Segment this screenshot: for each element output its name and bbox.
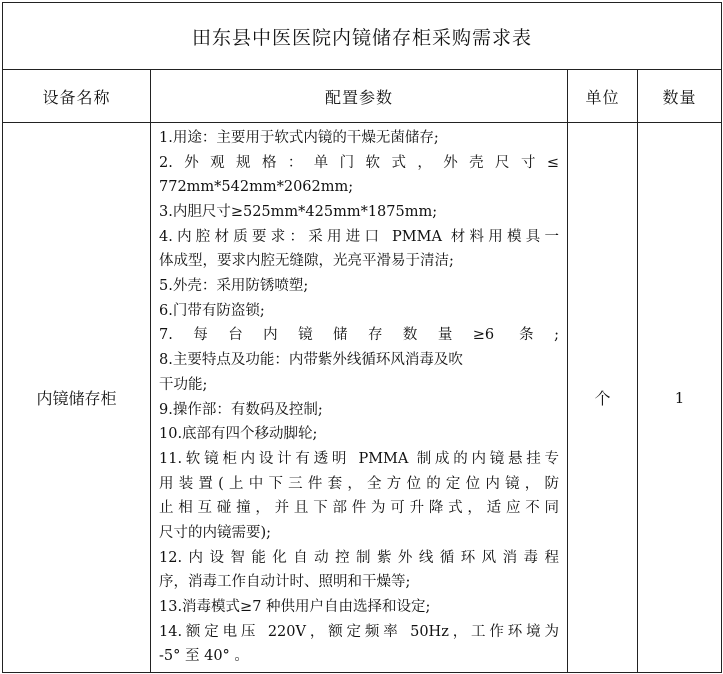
- param-line: 8.主要特点及功能：内带紫外线循环风消毒及吹: [159, 352, 463, 369]
- config-params-cell: [151, 123, 568, 673]
- param-line: 1.用途：主要用于软式内镜的干燥无菌储存;: [159, 129, 439, 146]
- param-line: 11.软镜柜内设计有透明 PMMA 制成的内镜悬挂专: [159, 450, 559, 467]
- param-line: 干功能;: [159, 376, 208, 393]
- param-line: 3.内胆尺寸≥525mm*425mm*1875mm;: [159, 204, 438, 220]
- header-config-params: 配置参数: [151, 70, 568, 123]
- device-name-cell: 内镜储存柜: [3, 123, 151, 673]
- param-line: 10.底部有四个移动脚轮;: [159, 426, 318, 443]
- param-line: 尺寸的内镜需要);: [159, 524, 272, 541]
- param-line: 2.外观规格：单门软式，外壳尺寸≤: [159, 154, 559, 171]
- table-row: [3, 123, 722, 673]
- unit-cell: 个: [568, 123, 638, 673]
- table-title: 田东县中医医院内镜储存柜采购需求表: [3, 3, 722, 70]
- param-line: 7.每台内镜储存数量≥6 条;: [159, 327, 559, 344]
- param-line: 9.操作部：有数码及控制;: [159, 401, 323, 418]
- param-line: 12.内设智能化自动控制紫外线循环风消毒程: [159, 549, 559, 566]
- quantity-cell: 1: [638, 123, 722, 673]
- param-line: 772mm*542mm*2062mm;: [159, 179, 354, 196]
- param-line: 体成型，要求内腔无缝隙，光亮平滑易于清洁;: [159, 253, 454, 270]
- param-line: 6.门带有防盗锁;: [159, 302, 265, 319]
- header-unit: 单位: [568, 70, 638, 123]
- param-line: 5.外壳：采用防锈喷塑;: [159, 278, 309, 295]
- param-line: 4.内腔材质要求：采用进口 PMMA 材料用模具一: [159, 228, 559, 245]
- param-line: 用装置(上中下三件套，全方位的定位内镜，防: [159, 475, 559, 492]
- header-device-name: 设备名称: [3, 70, 151, 123]
- param-line: 序，消毒工作自动计时、照明和干燥等;: [159, 574, 411, 591]
- header-quantity: 数量: [638, 70, 722, 123]
- procurement-table: [2, 2, 722, 673]
- param-line: 13.消毒模式≥7 种供用户自由选择和设定;: [159, 599, 431, 615]
- param-line: 止相互碰撞，并且下部件为可升降式，适应不同: [159, 500, 559, 517]
- param-line: -5° 至 40° 。: [159, 648, 249, 665]
- param-line: 14.额定电压 220V，额定频率 50Hz，工作环境为: [159, 623, 559, 640]
